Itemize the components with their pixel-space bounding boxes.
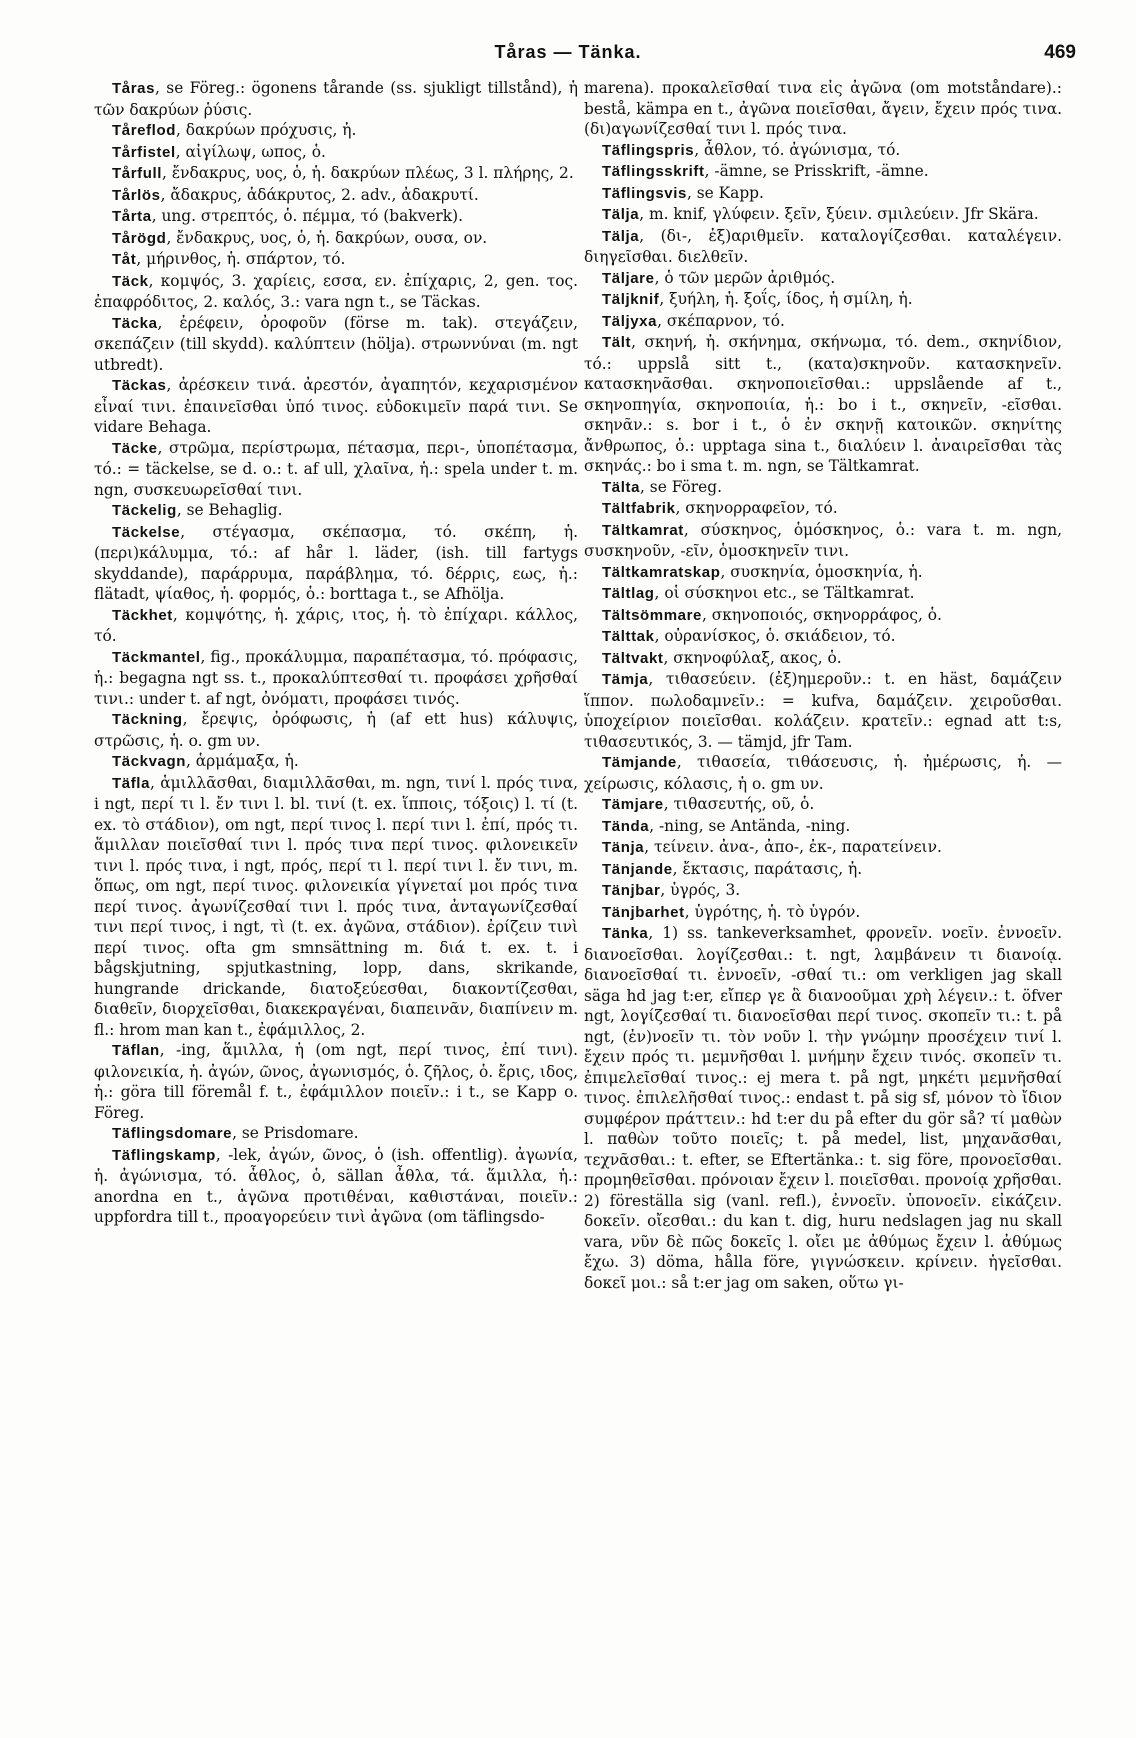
entry-definition: , σκηνορραφεῖον, τό. bbox=[675, 499, 838, 517]
entry-headword: Täflingspris bbox=[602, 141, 695, 159]
dictionary-entry bbox=[584, 268, 1062, 290]
entry-definition: , τείνειν. ἀνα-, ἀπο-, ἐκ-, παρατείνειν. bbox=[644, 838, 942, 856]
entry-definition: , στέγασμα, σκέπασμα, τό. σκέπη, ἡ. (περι)κάλυμμα, τό.: af hår l. läder, (ish. till fartygs skyddande), παράρρυμα, παράβλημα, τό. δέρρις, εως, ἡ.: flätadt, ψίαθος, ἡ. φορμός, ὁ.: borttaga t., se Afhölja. bbox=[94, 522, 578, 603]
entry-definition: , σκέπαρνον, τό. bbox=[657, 311, 785, 330]
dictionary-entry bbox=[584, 880, 1062, 902]
entry-headword: Tälttak bbox=[602, 628, 655, 645]
entry-definition: , ἄδακρυς, ἀδάκρυτος, 2. adv., ἀδακρυτί. bbox=[160, 185, 479, 204]
entry-headword: Täljyxa bbox=[602, 312, 658, 330]
entry-headword: Tälja bbox=[602, 206, 640, 223]
entry-definition: , σκηνή, ἡ. σκήνημα, σκήνωμα, τό. dem., σκηνίδιον, τό.: uppslå sitt t., (κατα)σκηνοῦν. κατασκηνεῖν. κατασκηνᾶσθαι. σκηνοποιεῖσθαι.: uppslående af t., σκηνοπηγία, σκηνοποιία, ἡ.: bo i t., σκηνεῖν, -εῖσθαι. σκηνᾶν.: s. bor i t., ὁ ἐν σκηνῇ κατοικῶν. σκηνίτης ἄνθρωπος, ὁ.: upptaga sina t., διαλύειν l. ἀναιρεῖσθαι τὰς σκηνάς.: bo i sma t. m. ngn, se Tältkamrat. bbox=[584, 333, 1062, 475]
entry-headword: Täckmantel bbox=[112, 648, 201, 666]
dictionary-entry bbox=[94, 206, 578, 228]
entry-definition: , m. knif, γλύφειν. ξεῖν, ξύειν. σμιλεύειν. Jfr Skära. bbox=[639, 205, 1039, 223]
dictionary-entry bbox=[584, 477, 1062, 499]
left-column bbox=[94, 78, 578, 1228]
entry-headword: Täckning bbox=[112, 711, 183, 728]
entry-definition: , σκηνοποιός, σκηνορράφος, ὁ. bbox=[701, 605, 942, 624]
entry-headword: Tälta bbox=[602, 478, 641, 496]
entry-definition: , ὑγρότης, ἡ. τὸ ὑγρόν. bbox=[684, 902, 861, 921]
entry-headword: Tänka bbox=[602, 925, 649, 942]
entry-headword: Tåreflod bbox=[112, 122, 176, 139]
entry-definition: , se Föreg.: ögonens tårande (ss. sjukligt tillstånd), ἡ τῶν δακρύων ῥύσις. bbox=[94, 79, 578, 119]
dictionary-entry bbox=[94, 228, 578, 250]
dictionary-entry bbox=[584, 923, 1062, 1293]
dictionary-entry bbox=[94, 313, 578, 376]
entry-definition: , fig., προκάλυμμα, παραπέτασμα, τό. πρόφασις, ἡ.: begagna ngt ss. t., προκαλύπτεσθαί τι. προφάσει χρῆσθαί τινι.: under t. af ngt, ὀνόματι, προφάσει τινός. bbox=[94, 647, 578, 708]
dictionary-entry bbox=[94, 522, 578, 605]
entry-definition: , τιθασευτής, οῦ, ὁ. bbox=[663, 795, 815, 813]
entry-headword: Täckelse bbox=[112, 523, 181, 541]
dictionary-entry bbox=[94, 500, 578, 522]
entry-headword: Tårfistel bbox=[112, 143, 176, 161]
dictionary-entry bbox=[584, 562, 1062, 584]
entry-definition: , -lek, ἀγών, ῶνος, ὁ (ish. offentlig). ἀγωνία, ἡ. ἀγώνισμα, τό. ἆθλος, ὁ, sällan ἆθλα, τά. ἅμιλλα, ἡ.: anordna en t., ἀγῶνα προτιθέναι, καθιστάναι, ποιεῖν.: uppfordra till t., προαγορεύειν τινὶ ἀγῶνα (om täflingsdo- bbox=[94, 1145, 578, 1226]
dictionary-entry bbox=[584, 140, 1062, 162]
entry-definition: , ἔρεψις, ὀρόφωσις, ἡ (af ett hus) κάλυψις, στρῶσις, ἡ. o. gm υν. bbox=[94, 710, 578, 750]
entry-definition: , (δι-, ἐξ)αριθμεῖν. καταλογίζεσθαι. καταλέγειν. διηγεῖσθαι. διελθεῖν. bbox=[584, 226, 1062, 266]
entry-definition: , ung. στρεπτός, ὁ. πέμμα, τό (bakverk). bbox=[151, 207, 464, 225]
entry-headword: Tåt bbox=[112, 251, 137, 268]
dictionary-entry bbox=[94, 249, 578, 271]
entry-headword: Täcke bbox=[112, 439, 158, 457]
entry-headword: Täckhet bbox=[112, 606, 173, 624]
entry-definition: , -ämne, se Prisskrift, -ämne. bbox=[704, 162, 929, 180]
entry-definition: , αἰγίλωψ, ωπος, ὁ. bbox=[175, 142, 326, 161]
entry-definition: , ἔνδακρυς, υος, ὁ, ἡ. δακρύων, ουσα, ον. bbox=[166, 228, 488, 247]
entry-headword: Tåras bbox=[112, 80, 156, 97]
entry-headword: Täckas bbox=[112, 377, 167, 394]
entry-headword: Tårfull bbox=[112, 165, 163, 182]
entry-headword: Tämjande bbox=[602, 754, 677, 771]
entry-definition: , ἁρμάμαξα, ἡ. bbox=[186, 752, 299, 770]
page-number: 469 bbox=[1044, 42, 1076, 63]
entry-definition: , ὑγρός, 3. bbox=[660, 881, 741, 899]
dictionary-entry bbox=[94, 773, 578, 1041]
entry-headword: Täckelig bbox=[112, 502, 177, 519]
entry-headword: Täljare bbox=[602, 269, 655, 287]
entry-headword: Tårta bbox=[112, 208, 152, 225]
entry-definition: , τιθασεύειν. (ἐξ)ημεροῦν.: t. en häst, δαμάζειν ἵππον. πωλοδαμνεῖν.: = kufva, δαμάζειν. χειροῦσθαι. ὑποχείριον ποιεῖσθαι. κολάζειν. κρατεῖν.: egnad att t:s, τιθασευτικός, 3. — tämjd, jfr Tam. bbox=[584, 670, 1062, 751]
entry-headword: Tältsömmare bbox=[602, 606, 702, 624]
entry-definition: , σκηνοφύλαξ, ακος, ὁ. bbox=[663, 648, 842, 667]
entry-definition: , ἁμιλλᾶσθαι, διαμιλλᾶσθαι, m. ngn, τινί l. πρός τινα, i ngt, περί τι l. ἔν τινι l. bl. τινί (t. ex. ἵπποις, τόξοις) l. τί (t. ex. τὸ στάδιον), om ngt, περί τινος l. περί τινι l. ἐπί, πρός τι. ἅμιλλαν ποιεῖσθαί τινι l. πρός τινα περί τινος. φιλονεικεῖν τινι l. πρός τινα, i ngt, πρός, περί τι l. περί τινι l. ἔν τινι, m. ὅπως, om ngt, περί τινος. φιλονεικία γίγνεταί μοι πρός τινα περί τινος. ἀγωνίζεσθαί τινι l. πρός τινα, ἀνταγωνίζεσθαί τινι περί τινος, i ngt, τὶ (t. ex. ἀγῶνα, στάδιον). ἐρίζειν τινὶ περί τινος. ofta gm smnsättning m. διά t. ex. t. i bågskjutning, spjutkastning, lopp, dans, skrikande, hungrande drickande, διατοξεύεσθαι, διακοντίζεσθαι, διαθεῖν, διορχεῖσθαι, διακεκραγέναι, διαπεινᾶν, διαπίνειν m. fl.: hrom man kan t., ἐφάμιλλος, 2. bbox=[94, 773, 578, 1039]
running-head: Tåras — Tänka. bbox=[494, 42, 642, 62]
entry-definition: , ἆθλον, τό. ἀγώνισμα, τό. bbox=[694, 140, 901, 159]
entry-headword: Tänjande bbox=[602, 860, 673, 878]
dictionary-entry bbox=[584, 498, 1062, 520]
dictionary-entry bbox=[584, 859, 1062, 881]
dictionary-entry bbox=[584, 332, 1062, 477]
dictionary-entry bbox=[584, 226, 1062, 268]
dictionary-entry bbox=[584, 669, 1062, 752]
entry-definition: , se Prisdomare. bbox=[232, 1124, 359, 1142]
dictionary-entry bbox=[584, 583, 1062, 605]
entry-headword: Tältkamratskap bbox=[602, 563, 721, 581]
dictionary-entry bbox=[94, 438, 578, 501]
entry-headword: Täckvagn bbox=[112, 753, 186, 770]
entry-headword: Tänjbarhet bbox=[602, 903, 685, 921]
dictionary-entry bbox=[584, 78, 1062, 140]
dictionary-entry bbox=[94, 375, 578, 438]
entry-definition: marena). προκαλεῖσθαί τινα εἰς ἀγῶνα (om motståndare).: bestå, kämpa en t., ἀγῶνα ποιεῖσθαι, ἄγειν, ἔχειν πρός τινα. (δι)αγωνίζεσθαί τινι l. πρός τινα. bbox=[584, 79, 1062, 138]
entry-headword: Täflingsdomare bbox=[112, 1125, 233, 1142]
entry-definition: , ἀρέσκειν τινά. ἀρεστόν, ἀγαπητόν, κεχαρισμένον εἶναί τινι. ἐπαινεῖσθαι ὑπό τινος. εὐδοκιμεῖν παρά τινι. Se vidare Behaga. bbox=[94, 376, 578, 436]
dictionary-entry bbox=[584, 648, 1062, 670]
entry-headword: Täflingsskrift bbox=[602, 163, 705, 180]
entry-headword: Täflan bbox=[112, 1042, 160, 1059]
dictionary-entry bbox=[94, 78, 578, 120]
entry-definition: , οὐρανίσκος, ὁ. σκιάδειον, τό. bbox=[654, 627, 896, 645]
page-header bbox=[0, 42, 1136, 72]
entry-headword: Täflingsvis bbox=[602, 184, 687, 202]
dictionary-entry bbox=[584, 311, 1062, 333]
entry-definition: , δακρύων πρόχυσις, ἡ. bbox=[175, 121, 357, 139]
entry-definition: , μήρινθος, ἡ. σπάρτον, τό. bbox=[136, 250, 346, 268]
dictionary-entry bbox=[584, 837, 1062, 859]
entry-headword: Täck bbox=[112, 272, 149, 290]
dictionary-entry bbox=[94, 605, 578, 647]
entry-headword: Tända bbox=[602, 817, 650, 835]
dictionary-entry bbox=[94, 163, 578, 185]
entry-definition: , -ning, se Antända, -ning. bbox=[649, 816, 851, 835]
entry-headword: Tältfabrik bbox=[602, 500, 676, 517]
entry-definition: , ξυήλη, ἡ. ξοΐς, ίδος, ἡ σμίλη, ἡ. bbox=[659, 290, 913, 308]
entry-definition: , συσκηνία, ὁμοσκηνία, ἡ. bbox=[720, 562, 923, 581]
dictionary-entry bbox=[94, 1123, 578, 1145]
entry-definition: , ἔκτασις, παράτασις, ἡ. bbox=[672, 859, 863, 878]
entry-headword: Tårögd bbox=[112, 229, 167, 247]
dictionary-entry bbox=[94, 647, 578, 710]
dictionary-entry bbox=[584, 204, 1062, 226]
entry-definition: , σύσκηνος, ὁμόσκηνος, ὁ.: vara t. m. ngn, συσκηνοῦν, -εῖν, ὁμοσκηνεῖν τινι. bbox=[584, 520, 1062, 560]
entry-headword: Täflingskamp bbox=[112, 1146, 216, 1164]
dictionary-entry bbox=[584, 161, 1062, 183]
entry-headword: Täcka bbox=[112, 314, 158, 332]
dictionary-entry bbox=[584, 902, 1062, 924]
dictionary-entry bbox=[94, 1145, 578, 1228]
entry-definition: , κομψός, 3. χαρίεις, εσσα, εν. ἐπίχαρις, 2, gen. τος. ἐπαφρόδιτος, 2. καλός, 3.: vara ngn t., se Täckas. bbox=[94, 271, 578, 311]
entry-definition: , τιθασεία, τιθάσευσις, ἡ. ἡμέρωσις, ἡ. — χείρωσις, κόλασις, ἡ o. gm υν. bbox=[584, 753, 1062, 793]
entry-headword: Tältvakt bbox=[602, 649, 664, 667]
entry-definition: , ὁ τῶν μερῶν ἀριθμός. bbox=[654, 268, 836, 287]
entry-definition: , se Kapp. bbox=[686, 183, 764, 202]
entry-headword: Tältlag bbox=[602, 585, 655, 602]
right-column bbox=[584, 78, 1062, 1293]
entry-definition: , ἐρέφειν, ὀροφοῦν (förse m. tak). στεγάζειν, σκεπάζειν (till skydd). καλύπτειν (hölja). στρωννύναι (m. ngt utbredt). bbox=[94, 313, 578, 374]
dictionary-entry bbox=[94, 142, 578, 164]
entry-headword: Tänja bbox=[602, 839, 645, 856]
entry-headword: Tälja bbox=[602, 227, 640, 245]
dictionary-entry bbox=[584, 605, 1062, 627]
entry-definition: , se Behaglig. bbox=[176, 501, 283, 519]
dictionary-entry bbox=[584, 816, 1062, 838]
entry-definition: , ἔνδακρυς, υος, ὁ, ἡ. δακρύων πλέως, 3 l. πλήρης, 2. bbox=[162, 164, 574, 182]
entry-headword: Täfla bbox=[112, 774, 151, 792]
entry-headword: Tårlös bbox=[112, 186, 161, 204]
entry-definition: , κομψότης, ἡ. χάρις, ιτος, ἡ. τὸ ἐπίχαρι. κάλλος, τό. bbox=[94, 605, 578, 645]
dictionary-entry bbox=[584, 626, 1062, 648]
dictionary-entry bbox=[94, 271, 578, 313]
dictionary-entry bbox=[584, 752, 1062, 794]
entry-definition: , 1) ss. tankeverksamhet, φρονεῖν. νοεῖν. ἐννοεῖν. διανοεῖσθαι. λογίζεσθαι.: t. ngt, λαμβάνειν τι διανοίᾳ. διανοεῖσθαί τι. ἐννοεῖν, -σθαί τι.: om verkligen jag skall säga hd jag t:er, εἴπερ γε ἃ διανοοῦμαι χρὴ λέγειν.: t. öfver ngt, λογίζεσθαί τι. διανοεῖσθαι περί τινος. σκοπεῖν τι.: t. på ngt, (ἐν)νοεῖν τι. τὸν νοῦν l. τὴν γνώμην προσέχειν τινί l. ἔχειν πρός τι. μεμνῆσθαι l. μνήμην ἔχειν τινός. σκοπεῖν τι. ἐπιμελεῖσθαί τινος.: ej mera t. på ngt, μηκέτι μεμνῆσθαί τινος. ἐπιλελῆσθαί τινος.: endast t. på sig sf, μόνον τὸ ἴδιον συμφέρον πράττειν.: hd t:er du på efter du gör så? τί μαθὼν l. παθὼν τοῦτο ποιεῖς; t. på medel, list, μηχανᾶσθαι, τεχνᾶσθαι.: t. efter, se Eftertänka.: t. sig före, προνοεῖσθαι. προμηθεῖσθαι. πρόνοιαν ἔχειν l. ποιεῖσθαι. προνοίᾳ χρῆσθαι. 2) föreställa sig (vanl. refl.), ἐννοεῖν. ὑπονοεῖν. εἰκάζειν. δοκεῖν. οἴεσθαι.: du kan t. dig, huru nedslagen jag nu skall vara, νῦν δὲ πῶς δοκεῖς l. οἴει με ἀθύμως ἔχειν l. ἀθύμως ἔχω. 3) döma, hålla före, γιγνώσκειν. κρίνειν. ἡγεῖσθαι. δοκεῖ μοι.: så t:er jag om saken, οὕτω γι- bbox=[584, 924, 1062, 1292]
entry-headword: Tämja bbox=[602, 671, 649, 688]
entry-headword: Tämjare bbox=[602, 796, 664, 813]
entry-definition: , οἱ σύσκηνοι etc., se Tältkamrat. bbox=[654, 584, 915, 602]
entry-headword: Tält bbox=[602, 334, 632, 351]
dictionary-entry bbox=[94, 120, 578, 142]
dictionary-entry bbox=[94, 709, 578, 751]
dictionary-entry bbox=[584, 520, 1062, 562]
dictionary-entry bbox=[94, 751, 578, 773]
dictionary-entry bbox=[94, 1040, 578, 1123]
entry-definition: , -ing, ἅμιλλα, ἡ (om ngt, περί τινος, ἐπί τινι). φιλονεικία, ἡ. ἀγών, ῶνος, ἀγωνισμός, ὁ. ζῆλος, ὁ. ἔρις, ιδος, ἡ.: göra till föremål f. t., ἐφάμιλλον ποιεῖν.: i t., se Kapp o. Föreg. bbox=[94, 1041, 578, 1122]
dictionary-entry bbox=[584, 794, 1062, 816]
entry-headword: Täljknif bbox=[602, 291, 660, 308]
dictionary-entry bbox=[584, 289, 1062, 311]
entry-definition: , στρῶμα, περίστρωμα, πέτασμα, περι-, ὑποπέτασμα, τό.: = täckelse, se d. o.: t. af ull, χλαῖνα, ἡ.: spela under t. m. ngn, συσκευωρεῖσθαί τινι. bbox=[94, 438, 578, 499]
entry-definition: , se Föreg. bbox=[640, 477, 723, 496]
entry-headword: Tältkamrat bbox=[602, 521, 684, 539]
dictionary-entry bbox=[584, 183, 1062, 205]
entry-headword: Tänjbar bbox=[602, 882, 661, 899]
dictionary-entry bbox=[94, 185, 578, 207]
